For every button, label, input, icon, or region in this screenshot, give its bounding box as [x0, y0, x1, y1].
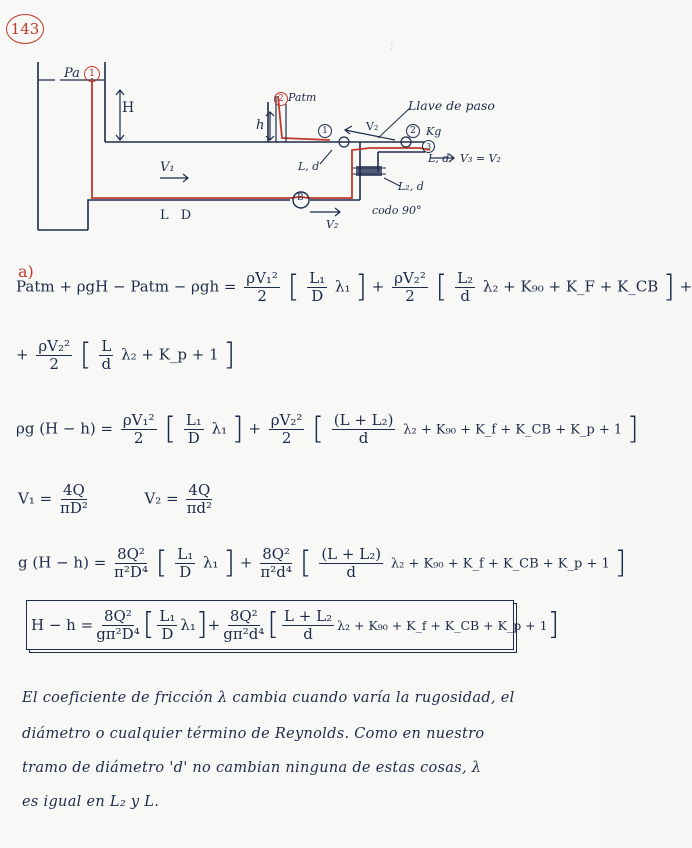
label-pa: Pa [64, 66, 80, 81]
bracket-open: [ [79, 337, 92, 373]
eq2-lhs: ρg (H − h) = [16, 419, 114, 438]
eq2-g1-num: L₁ [185, 411, 202, 429]
eq1-plus: + [371, 277, 385, 296]
eq1-frac1 [244, 270, 280, 305]
eq5-frac2 [157, 608, 177, 643]
explanation-line-4: es igual en L₂ y L. [22, 794, 160, 810]
label-v2-top: V₂ [366, 120, 379, 133]
bracket-close: ] [663, 269, 675, 305]
bracket-open: [ [142, 607, 155, 642]
eq4-frac2 [175, 546, 195, 581]
eq4-f2-num: 8Q² [262, 545, 291, 563]
section-a-label: a) [18, 262, 34, 281]
eq1b-f3-num: ρV₂² [38, 337, 71, 355]
eq1b-frac2 [99, 338, 113, 373]
equation-energy-2 [16, 412, 639, 447]
problem-number: 143 [10, 20, 40, 38]
bracket-open: [ [164, 411, 177, 447]
eq4-f1-den: π²D⁴ [114, 563, 148, 581]
label-v2-bottom: V₂ [326, 218, 339, 231]
eq4-g2-den: d [346, 563, 356, 581]
eq5-lhs: H − h = [31, 616, 94, 634]
pipe-system-diagram [0, 0, 601, 250]
eq5-g1-num: L₁ [159, 606, 176, 625]
label-ld-right: L, d [428, 152, 450, 165]
eq4-t1: λ₁ [203, 553, 219, 572]
bracket-close: ] [231, 411, 244, 447]
eq1-tail: + [679, 277, 692, 296]
eq5-frac1 [96, 608, 140, 643]
eq1-frac4 [455, 270, 475, 305]
bracket-open: [ [299, 545, 312, 581]
equation-velocities [18, 482, 215, 517]
eq5-frac4 [282, 608, 334, 643]
bracket-close: ] [626, 411, 639, 447]
eq1b-f3-den: 2 [49, 355, 59, 373]
eq4-f1-num: 8Q² [117, 545, 145, 563]
label-h: h [256, 118, 265, 133]
eq1b-plus: + [16, 345, 29, 364]
bracket-close: ] [195, 607, 208, 642]
eq1-t2: λ₂ + K₉₀ + K_F + K_CB [482, 277, 659, 296]
eq1-f1-num: ρV₁² [246, 269, 278, 287]
eq2-t1: λ₁ [211, 419, 228, 438]
eq5-g2-num: L + L₂ [284, 606, 333, 625]
label-L2d: L₂, d [398, 180, 424, 193]
eq2-g2-num: (L + L₂) [333, 411, 394, 429]
eq1b-g3-num: L [101, 337, 112, 355]
eq1-frac3 [392, 270, 428, 305]
eq2-f2-den: 2 [281, 429, 292, 447]
label-section-3: 3 [422, 140, 435, 153]
eq3-v2-den: πd² [186, 499, 213, 517]
eq4-t2: λ₂ + K₉₀ + K_f + K_CB + K_p + 1 [390, 556, 610, 572]
eq5-f2-den: gπ²d⁴ [223, 624, 265, 643]
bracket-close: ] [547, 607, 560, 642]
bracket-close: ] [355, 269, 368, 305]
eq2-frac3 [269, 412, 305, 447]
eq3-v2-num: 4Q [188, 481, 211, 499]
eq4-frac1 [114, 546, 148, 581]
label-codo: codo 90° [372, 204, 422, 217]
label-H: H [122, 100, 135, 116]
eq1-g2-den: d [460, 287, 470, 305]
eq4-f2-den: π²d⁴ [260, 563, 292, 581]
bleed-through: ⁝ [390, 40, 394, 53]
bracket-close: ] [223, 545, 236, 581]
point-2-badge [274, 92, 288, 106]
eq2-plus: + [248, 419, 261, 438]
equation-energy-1-cont [16, 338, 235, 373]
eq3-frac1 [60, 482, 88, 517]
bracket-open: [ [267, 607, 280, 642]
eq2-f2-num: ρV₂² [270, 411, 303, 429]
eq2-f1-num: ρV₁² [122, 411, 155, 429]
label-section-2: 2 [406, 124, 420, 138]
eq2-frac2 [184, 412, 204, 447]
equation-final-boxed [26, 600, 560, 650]
eq1-f2-den: 2 [405, 287, 415, 305]
eq5-g1-den: D [161, 624, 174, 643]
eq4-plus: + [239, 553, 253, 572]
label-kg: Kg [426, 125, 442, 138]
eq1-g1-num: L₁ [309, 269, 326, 287]
label-patm: Patm [288, 91, 317, 104]
label-point-1: 1 [88, 68, 96, 79]
eq4-g2-num: (L + L₂) [321, 545, 382, 563]
equation-energy-q [18, 546, 626, 581]
eq1b-frac1 [36, 338, 72, 373]
label-v3: V₃ = V₂ [460, 152, 501, 165]
eq1-t1: λ₁ [334, 277, 351, 296]
eq3-v2: V₂ = [144, 489, 179, 508]
bracket-close: ] [614, 545, 627, 581]
eq1-g1-den: D [311, 287, 324, 305]
eq1-g2-num: L₂ [457, 269, 474, 287]
eq2-f1-den: 2 [133, 429, 144, 447]
eq5-t2: λ₂ + K₉₀ + K_f + K_CB + K_p + 1 [337, 617, 548, 633]
label-LD: L D [160, 208, 196, 223]
bracket-open: [ [287, 269, 300, 305]
eq4-lhs: g (H − h) = [18, 553, 107, 572]
eq5-f1-num: 8Q² [104, 606, 132, 625]
label-v1: V₁ [160, 160, 175, 175]
eq5-frac3 [223, 608, 264, 643]
label-valve: Llave de paso [408, 98, 495, 113]
eq3-frac2 [186, 482, 212, 517]
eq4-frac4 [319, 546, 383, 581]
eq1b-t3: λ₂ + K_p + 1 [121, 345, 219, 364]
explanation-line-1: El coeficiente de fricción λ cambia cuando varía la rugosidad, el [22, 690, 515, 706]
eq5-f2-num: 8Q² [229, 606, 258, 625]
eq1b-g3-den: d [101, 355, 112, 373]
eq1-lhs: Patm + ρgH − Patm − ρgh = [16, 277, 237, 296]
eq2-frac1 [121, 412, 157, 447]
eq4-g1-den: D [179, 563, 192, 581]
label-section-1: 1 [318, 124, 332, 138]
label-ld-left: L, d [298, 160, 320, 173]
bracket-open: [ [435, 269, 448, 305]
eq5-f1-den: gπ²D⁴ [96, 624, 140, 643]
eq5-t1: λ₁ [180, 616, 196, 634]
eq2-frac4 [332, 412, 396, 447]
eq4-frac3 [260, 546, 292, 581]
bracket-close: ] [223, 337, 236, 373]
eq2-t2: λ₂ + K₉₀ + K_f + K_CB + K_p + 1 [403, 422, 623, 438]
eq3-v1-den: πD² [59, 499, 88, 517]
bracket-open: [ [155, 545, 168, 581]
eq3-v1: V₁ = [18, 489, 53, 508]
explanation-line-3: tramo de diámetro 'd' no cambian ninguna de estas cosas, λ [22, 760, 482, 776]
eq2-g1-den: D [187, 429, 200, 447]
eq4-g1-num: L₁ [177, 545, 194, 563]
label-B: B [297, 193, 304, 203]
explanation-line-2: diámetro o cualquier término de Reynolds. Como en nuestro [22, 726, 485, 742]
eq5-g2-den: d [303, 624, 313, 643]
bracket-open: [ [312, 411, 324, 447]
eq1-f1-den: 2 [257, 287, 267, 305]
eq1-frac2 [307, 270, 327, 305]
label-point-2: 2 [278, 94, 284, 104]
eq3-v1-num: 4Q [63, 481, 85, 499]
equation-energy-1 [16, 270, 692, 305]
eq5-plus: + [207, 616, 221, 634]
eq1-f2-num: ρV₂² [394, 269, 426, 287]
eq2-g2-den: d [358, 429, 369, 447]
point-1-badge [84, 66, 100, 82]
